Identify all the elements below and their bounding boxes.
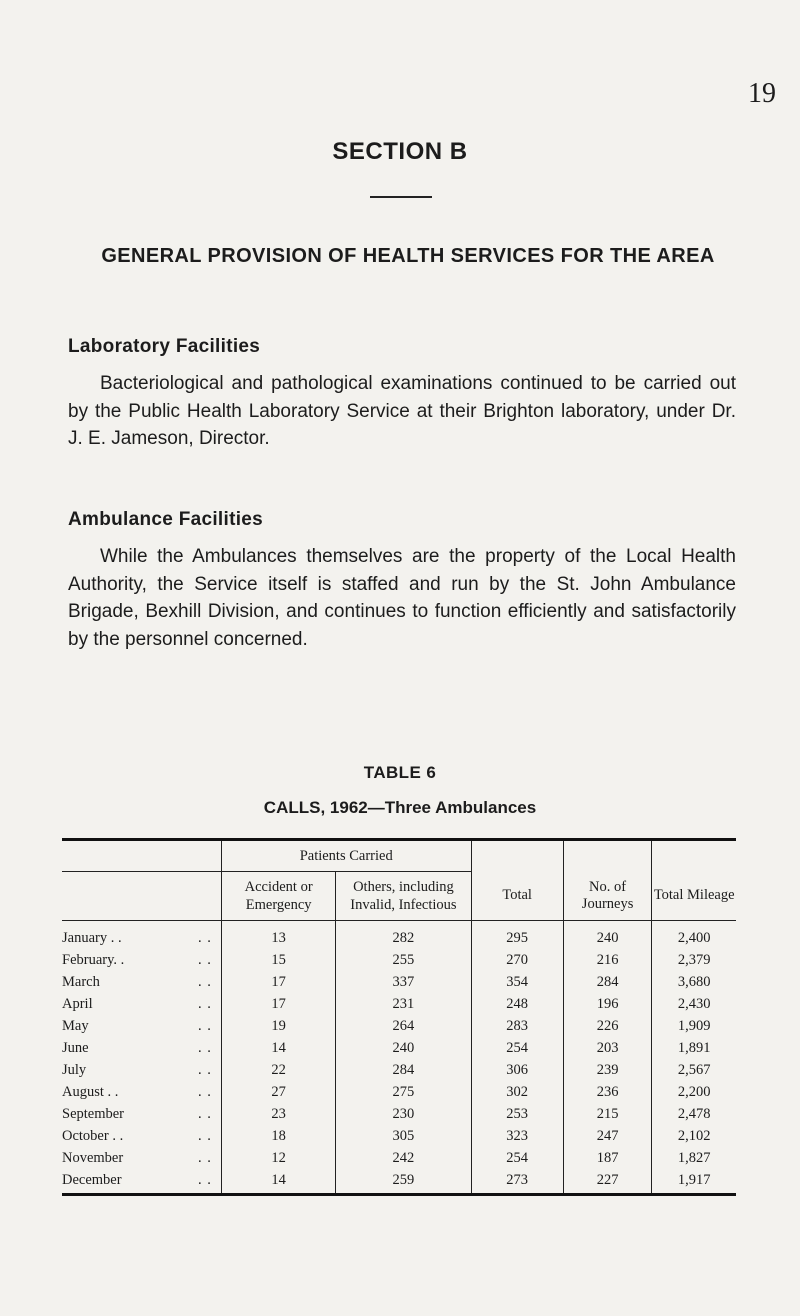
total-header: Total xyxy=(471,840,563,921)
journeys-cell: 239 xyxy=(563,1059,652,1081)
section-divider xyxy=(370,196,432,198)
total-cell: 254 xyxy=(471,1037,563,1059)
mileage-cell: 1,827 xyxy=(652,1147,736,1169)
others-cell: 264 xyxy=(336,1015,471,1037)
page-title: GENERAL PROVISION OF HEALTH SERVICES FOR THE AREA xyxy=(101,245,715,267)
table-row xyxy=(62,1125,736,1147)
accident-cell: 14 xyxy=(221,1037,335,1059)
laboratory-heading: Laboratory Facilities xyxy=(68,336,261,357)
journeys-cell: 226 xyxy=(563,1015,652,1037)
journeys-cell: 196 xyxy=(563,993,652,1015)
month-cell xyxy=(62,971,221,993)
others-cell: 284 xyxy=(336,1059,471,1081)
accident-header: Accident or Emergency xyxy=(221,872,335,921)
month-cell xyxy=(62,1015,221,1037)
month-label: November xyxy=(62,1149,124,1166)
table-row xyxy=(62,1015,736,1037)
mileage-cell: 1,917 xyxy=(652,1169,736,1195)
others-cell: 242 xyxy=(336,1147,471,1169)
leader-dots: . . xyxy=(198,929,212,946)
month-label: May xyxy=(62,1017,89,1034)
section-title: SECTION B xyxy=(332,138,468,165)
total-cell: 283 xyxy=(471,1015,563,1037)
laboratory-paragraph xyxy=(68,370,736,453)
others-cell: 240 xyxy=(336,1037,471,1059)
accident-cell: 13 xyxy=(221,921,335,950)
month-label: July xyxy=(62,1061,87,1078)
month-label: April xyxy=(62,995,93,1012)
mileage-cell: 2,567 xyxy=(652,1059,736,1081)
leader-dots: . . xyxy=(198,1127,212,1144)
ambulance-heading: Ambulance Facilities xyxy=(68,509,264,530)
month-cell xyxy=(62,1081,221,1103)
journeys-cell: 236 xyxy=(563,1081,652,1103)
month-label: September xyxy=(62,1105,125,1122)
leader-dots: . . xyxy=(198,1105,212,1122)
leader-dots: . . xyxy=(198,1083,212,1100)
leader-dots: . . xyxy=(198,1061,212,1078)
accident-cell: 22 xyxy=(221,1059,335,1081)
accident-cell: 17 xyxy=(221,993,335,1015)
table-row xyxy=(62,971,736,993)
table-header-row xyxy=(62,840,736,872)
month-cell xyxy=(62,1125,221,1147)
month-label: December xyxy=(62,1171,122,1188)
journeys-header: No. of Journeys xyxy=(563,840,652,921)
journeys-cell: 247 xyxy=(563,1125,652,1147)
month-label: March xyxy=(62,973,100,990)
others-cell: 305 xyxy=(336,1125,471,1147)
table-row xyxy=(62,921,736,950)
mileage-cell: 2,379 xyxy=(652,949,736,971)
patients-carried-header: Patients Carried xyxy=(221,840,471,872)
journeys-cell: 216 xyxy=(563,949,652,971)
others-cell: 275 xyxy=(336,1081,471,1103)
accident-cell: 19 xyxy=(221,1015,335,1037)
mileage-cell: 2,478 xyxy=(652,1103,736,1125)
total-cell: 248 xyxy=(471,993,563,1015)
total-cell: 253 xyxy=(471,1103,563,1125)
page-number: 19 xyxy=(748,78,776,109)
table-row xyxy=(62,1059,736,1081)
month-label: October . . xyxy=(62,1127,124,1144)
journeys-cell: 203 xyxy=(563,1037,652,1059)
total-cell: 302 xyxy=(471,1081,563,1103)
others-cell: 259 xyxy=(336,1169,471,1195)
total-cell: 295 xyxy=(471,921,563,950)
leader-dots: . . xyxy=(198,1017,212,1034)
month-label: January . . xyxy=(62,929,122,946)
others-cell: 230 xyxy=(336,1103,471,1125)
month-cell xyxy=(62,1169,221,1195)
journeys-cell: 215 xyxy=(563,1103,652,1125)
month-label: February. . xyxy=(62,951,125,968)
total-cell: 273 xyxy=(471,1169,563,1195)
accident-cell: 14 xyxy=(221,1169,335,1195)
table-row xyxy=(62,1169,736,1195)
table-row xyxy=(62,993,736,1015)
leader-dots: . . xyxy=(198,1149,212,1166)
ambulance-paragraph xyxy=(68,543,736,653)
mileage-cell: 3,680 xyxy=(652,971,736,993)
month-label: June xyxy=(62,1039,89,1056)
mileage-cell: 2,102 xyxy=(652,1125,736,1147)
others-cell: 282 xyxy=(336,921,471,950)
mileage-header: Total Mileage xyxy=(652,840,736,921)
mileage-cell: 2,200 xyxy=(652,1081,736,1103)
journeys-cell: 240 xyxy=(563,921,652,950)
month-cell xyxy=(62,1147,221,1169)
month-label: August . . xyxy=(62,1083,119,1100)
total-cell: 306 xyxy=(471,1059,563,1081)
table-row xyxy=(62,1037,736,1059)
table-row xyxy=(62,1147,736,1169)
month-cell xyxy=(62,921,221,950)
table-row xyxy=(62,949,736,971)
leader-dots: . . xyxy=(198,973,212,990)
month-cell xyxy=(62,1059,221,1081)
month-cell xyxy=(62,949,221,971)
journeys-cell: 187 xyxy=(563,1147,652,1169)
table-row xyxy=(62,1103,736,1125)
month-cell xyxy=(62,1037,221,1059)
table-label: TABLE 6 xyxy=(363,763,437,782)
accident-cell: 27 xyxy=(221,1081,335,1103)
total-cell: 354 xyxy=(471,971,563,993)
mileage-cell: 1,891 xyxy=(652,1037,736,1059)
others-cell: 231 xyxy=(336,993,471,1015)
mileage-cell: 2,400 xyxy=(652,921,736,950)
leader-dots: . . xyxy=(198,995,212,1012)
total-cell: 323 xyxy=(471,1125,563,1147)
others-cell: 337 xyxy=(336,971,471,993)
others-cell: 255 xyxy=(336,949,471,971)
ambulance-text: While the Ambulances themselves are the property of the Local Health Authority, the Service itself is staffed and run by the St. John Ambulance Brigade, Bexhill Division, and continues to function efficiently and satisfactorily by the personnel concerned. xyxy=(68,546,736,650)
journeys-cell: 227 xyxy=(563,1169,652,1195)
accident-cell: 23 xyxy=(221,1103,335,1125)
total-cell: 254 xyxy=(471,1147,563,1169)
laboratory-text: Bacteriological and pathological examinations continued to be carried out by the Public Health Laboratory Service at their Brighton laboratory, under Dr. J. E. Jameson, Director. xyxy=(68,373,736,449)
month-subheader-cell xyxy=(62,872,221,921)
others-header: Others, including Invalid, Infectious xyxy=(336,872,471,921)
month-cell xyxy=(62,993,221,1015)
accident-cell: 15 xyxy=(221,949,335,971)
leader-dots: . . xyxy=(198,1171,212,1188)
accident-cell: 18 xyxy=(221,1125,335,1147)
table-caption: CALLS, 1962—Three Ambulances xyxy=(263,798,537,817)
mileage-cell: 2,430 xyxy=(652,993,736,1015)
month-header-cell xyxy=(62,840,221,872)
table-row xyxy=(62,1081,736,1103)
month-cell xyxy=(62,1103,221,1125)
accident-cell: 12 xyxy=(221,1147,335,1169)
leader-dots: . . xyxy=(198,951,212,968)
total-cell: 270 xyxy=(471,949,563,971)
mileage-cell: 1,909 xyxy=(652,1015,736,1037)
ambulance-calls-table xyxy=(62,838,736,1196)
journeys-cell: 284 xyxy=(563,971,652,993)
accident-cell: 17 xyxy=(221,971,335,993)
leader-dots: . . xyxy=(198,1039,212,1056)
